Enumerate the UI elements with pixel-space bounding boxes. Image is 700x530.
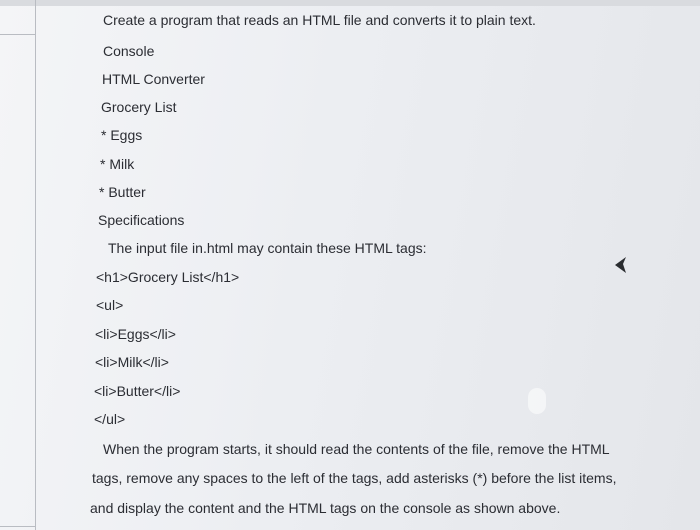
instruction-paragraph-line: tags, remove any spaces to the left of the tags, add asterisks (*) before the list items, (92, 470, 617, 486)
screen-glare (528, 388, 546, 414)
console-list-heading: Grocery List (101, 99, 177, 115)
html-tag-line: <li>Milk</li> (95, 354, 169, 370)
console-title: HTML Converter (102, 71, 205, 87)
specification-text: The input file in.html may contain these HTML tags: (108, 240, 427, 256)
html-tag-line: <li>Butter</li> (94, 383, 181, 399)
section-heading-specifications: Specifications (98, 212, 185, 228)
html-tag-line: <ul> (96, 297, 124, 313)
console-list-item: * Butter (99, 184, 146, 200)
margin-tick (0, 34, 35, 35)
section-heading-console: Console (103, 43, 155, 59)
mouse-pointer-icon (614, 256, 628, 274)
task-statement: Create a program that reads an HTML file and converts it to plain text. (103, 12, 536, 28)
margin-tick (0, 526, 35, 527)
console-list-item: * Milk (100, 156, 135, 172)
left-margin-rule (35, 0, 36, 530)
html-tag-line: </ul> (94, 411, 126, 427)
instruction-paragraph-line: When the program starts, it should read the contents of the file, remove the HTML (103, 441, 610, 457)
html-tag-line: <li>Eggs</li> (95, 326, 176, 342)
console-list-item: * Eggs (101, 127, 143, 143)
top-edge (0, 0, 700, 6)
instruction-paragraph-line: and display the content and the HTML tags on the console as shown above. (90, 500, 561, 516)
html-tag-line: <h1>Grocery List</h1> (96, 269, 240, 285)
